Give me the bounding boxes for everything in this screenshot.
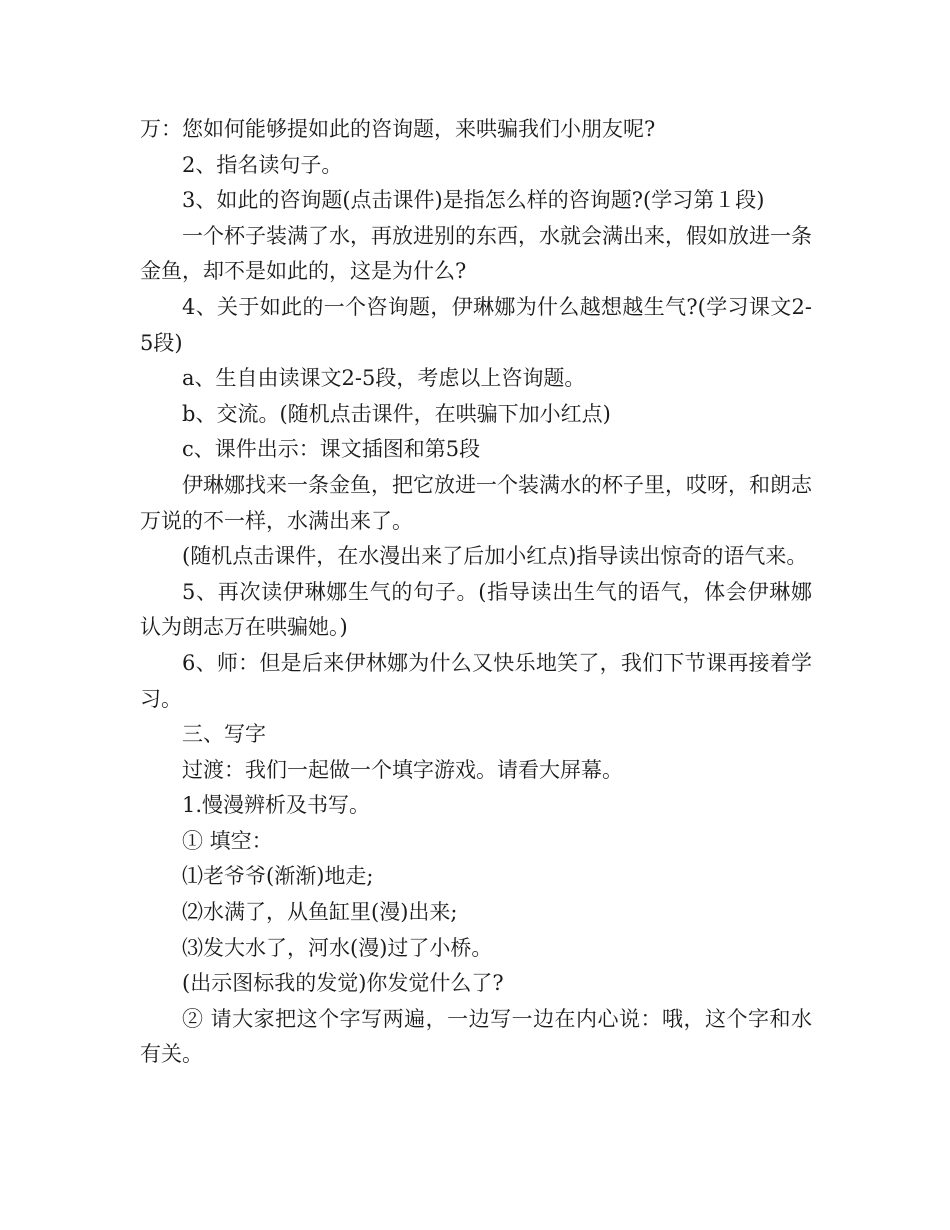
paragraph: ⑴老爷爷(渐渐)地走; bbox=[182, 864, 374, 889]
paragraph: 一个杯子装满了水，再放进别的东西，水就会满出来，假如放进一条金鱼，却不是如此的，这是为什么? bbox=[140, 223, 812, 284]
paragraph: c、课件出示：课文插图和第5段 bbox=[182, 437, 481, 462]
paragraph: ⑶发大水了，河水(漫)过了小桥。 bbox=[182, 935, 493, 960]
paragraph: (随机点击课件，在水漫出来了后加小红点)指导读出惊奇的语气来。 bbox=[182, 544, 808, 569]
paragraph: 过渡：我们一起做一个填字游戏。请看大屏幕。 bbox=[182, 757, 623, 782]
paragraph: 4、关于如此的一个咨询题，伊琳娜为什么越想越生气?(学习课文2-5段) bbox=[140, 294, 812, 355]
paragraph: ② 请大家把这个字写两遍，一边写一边在内心说：哦，这个字和水有关。 bbox=[140, 1006, 812, 1067]
paragraph: a、生自由读课文2-5段，考虑以上咨询题。 bbox=[182, 366, 586, 391]
paragraph: 3、如此的咨询题(点击课件)是指怎么样的咨询题?(学习第１段) bbox=[182, 188, 765, 213]
paragraph: ⑵水满了，从鱼缸里(漫)出来; bbox=[182, 900, 458, 925]
paragraph: 2、指名读句子。 bbox=[182, 152, 343, 177]
paragraph: 伊琳娜找来一条金鱼，把它放进一个装满水的杯子里，哎呀，和朗志万说的不一样，水满出来了。 bbox=[140, 472, 812, 533]
paragraph: 1.慢漫辨析及书写。 bbox=[182, 793, 371, 818]
paragraph: 6、师：但是后来伊林娜为什么又快乐地笑了，我们下节课再接着学习。 bbox=[140, 650, 812, 711]
paragraph: ① 填空： bbox=[182, 828, 273, 853]
paragraph: 万：您如何能够提如此的咨询题，来哄骗我们小朋友呢? bbox=[140, 117, 656, 141]
paragraph: (出示图标我的发觉)你发觉什么了? bbox=[182, 971, 504, 996]
section-heading: 三、写字 bbox=[182, 722, 266, 747]
document-body bbox=[140, 112, 812, 1073]
paragraph: b、交流。(随机点击课件，在哄骗下加小红点) bbox=[182, 401, 611, 426]
paragraph: 5、再次读伊琳娜生气的句子。(指导读出生气的语气，体会伊琳娜认为朗志万在哄骗她。) bbox=[140, 579, 812, 640]
